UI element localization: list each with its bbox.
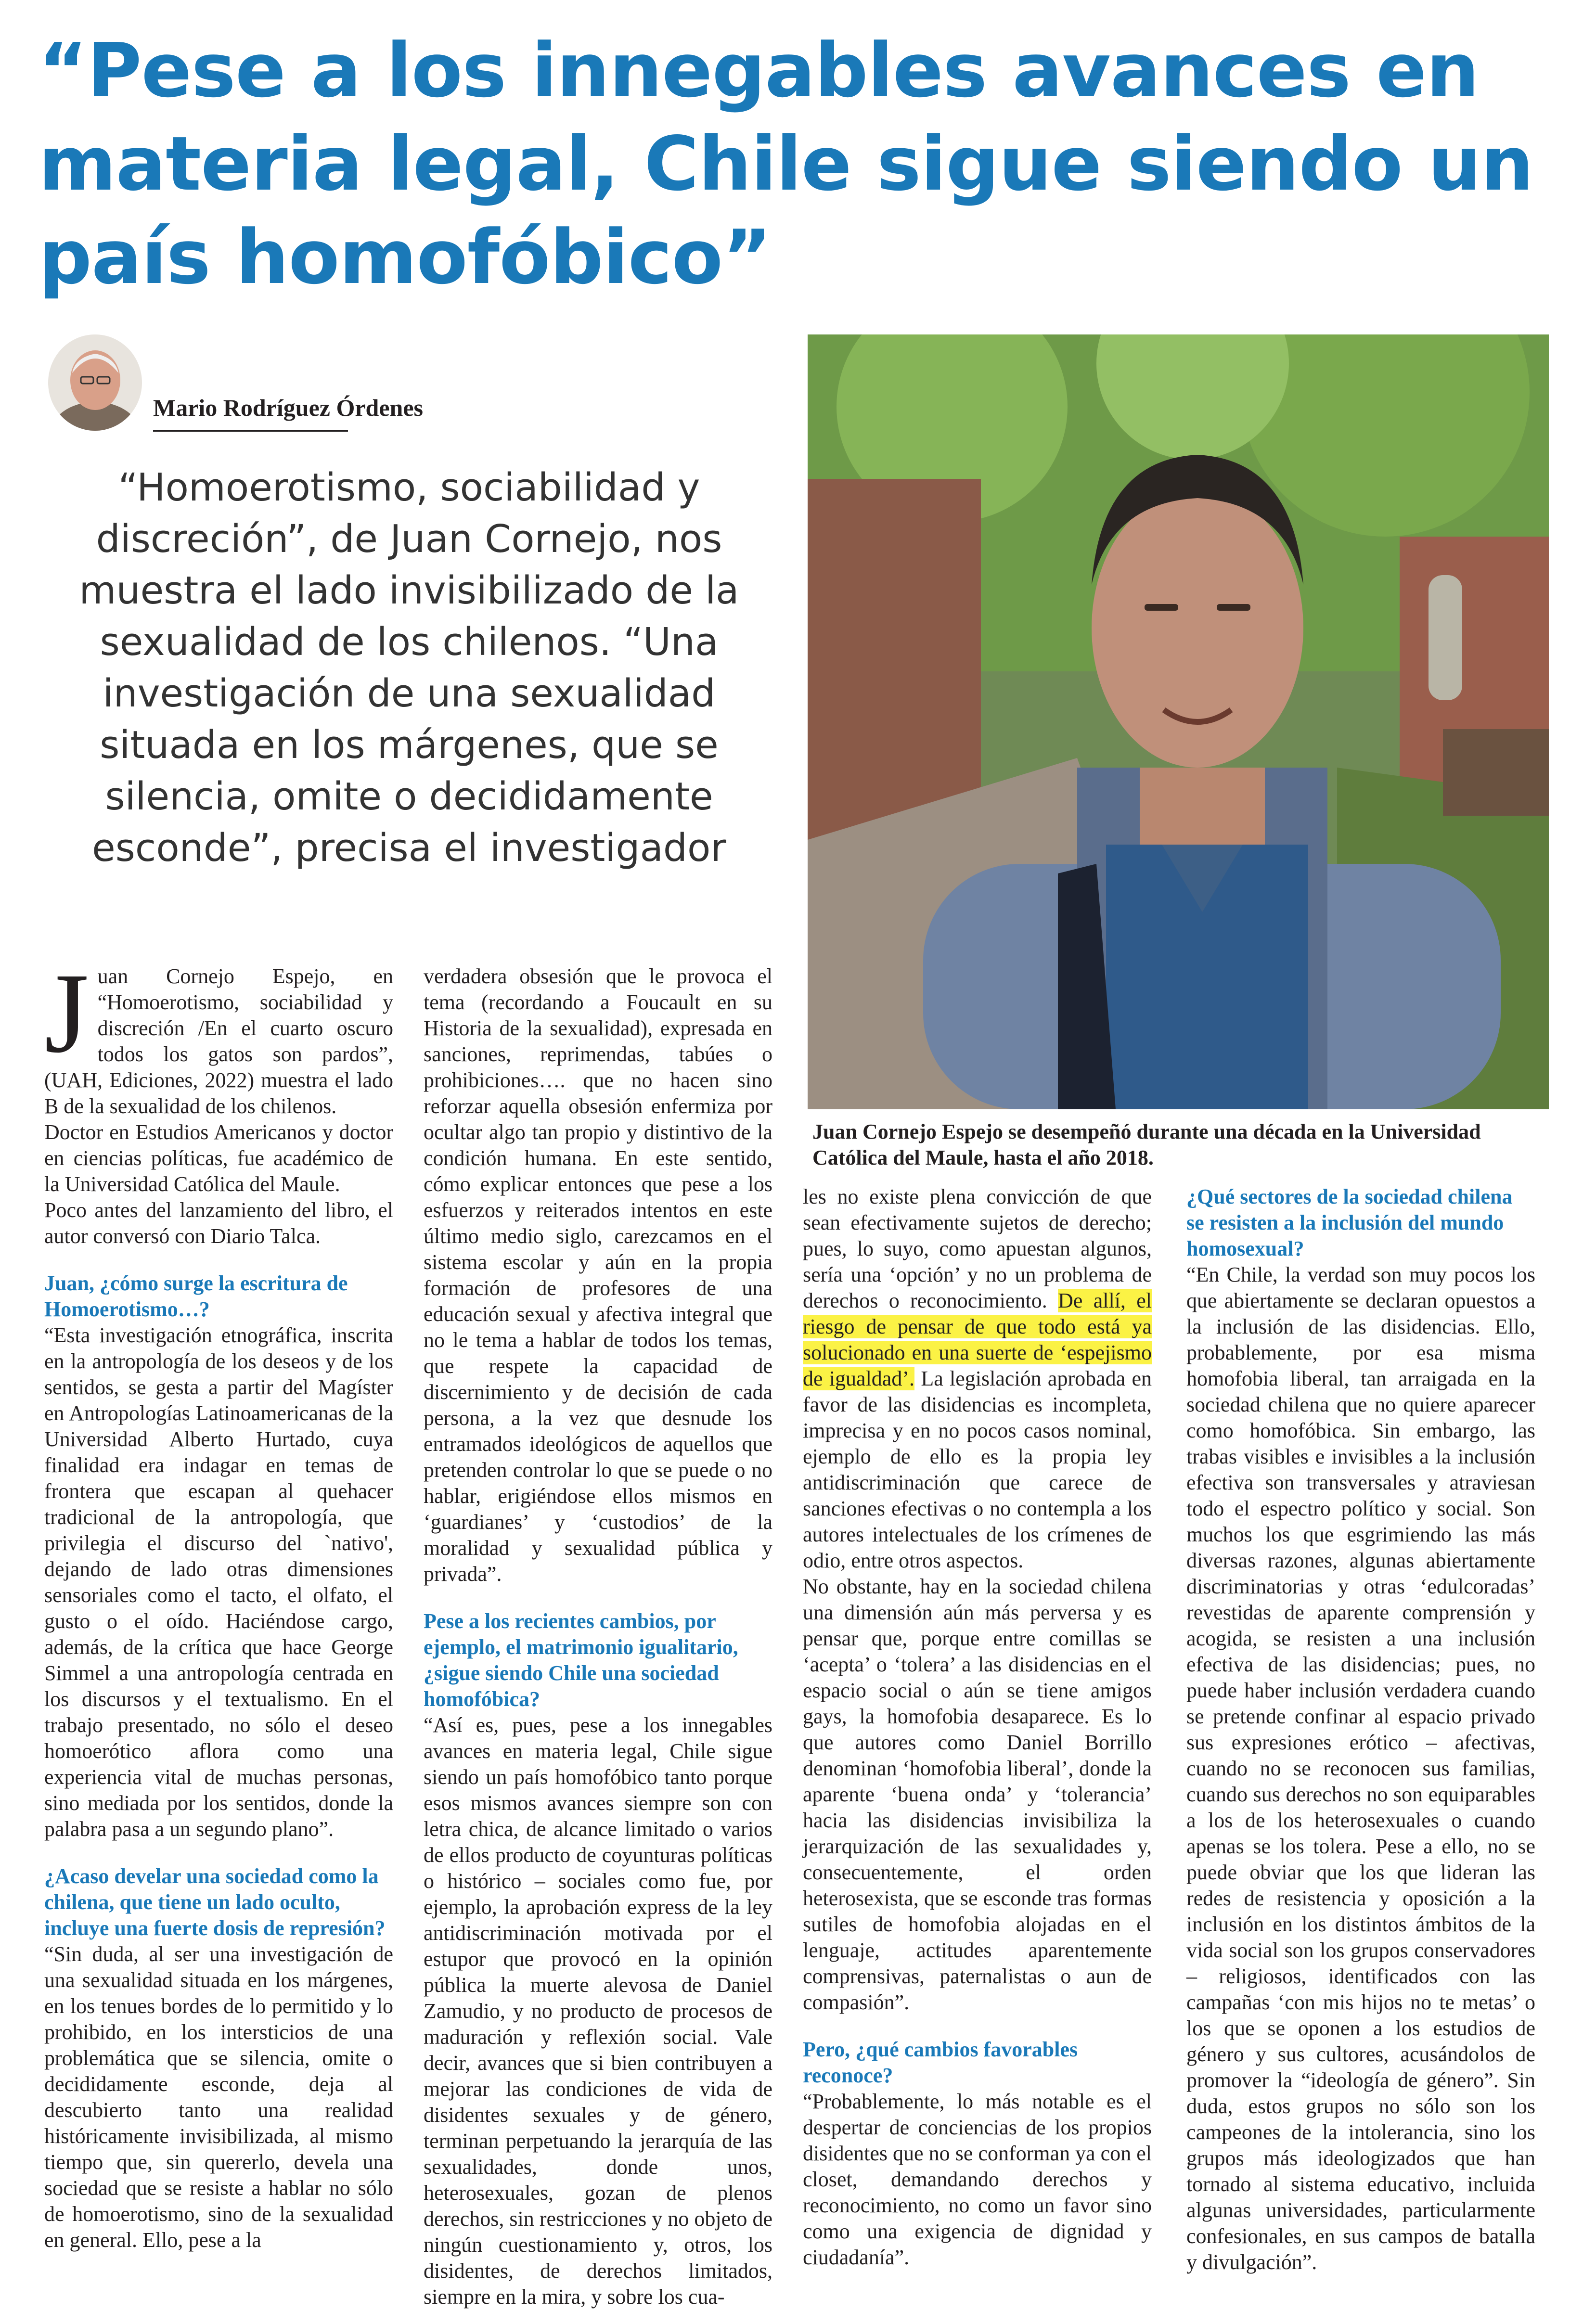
author-portrait-icon bbox=[48, 334, 142, 431]
highlighted-text: De allí, el riesgo de pensar de que todo está ya solucionado en una suerte de ‘espejismo de igualdad’. bbox=[803, 1289, 1152, 1390]
question-heading: Pero, ¿qué cambios favorables reconoce? bbox=[803, 2038, 1078, 2087]
headline: “Pese a los innegables avances en materia legal, Chile sigue siendo un país homofóbico” bbox=[39, 27, 1533, 301]
question-heading: Juan, ¿cómo surge la escritura de Homoerotismo…? bbox=[44, 1271, 348, 1321]
answer-paragraph: “Así es, pues, pese a los innegables avances en materia legal, Chile sigue siendo un país homofóbico tanto porque esos mismos avances siempre son con letra chica, de alcance limitado o varios de ellos producto de coyunturas políticas o histórico – sociales como fue, por ejemplo, la aprobación express de la ley antidiscriminación motivada por el estupor que provocó en la opinión pública la muerte alevosa de Daniel Zamudio, y no producto de procesos de maduración y reflexión social. Vale decir, avances que si bien contribuyen a mejorar las condiciones de vida de disidentes sexuales y de género, terminan perpetuando la jerarquía de las sexualidades, donde unos, heterosexuales, gozan de plenos derechos, sin restricciones y no objeto de ningún cuestionamiento y, otros, los disidentes, de derechos limitados, siempre en la mira, y sobre los cua- bbox=[424, 1713, 772, 2309]
paragraph: Poco antes del lanzamiento del libro, el autor conversó con Diario Talca. bbox=[44, 1198, 393, 1248]
intro-paragraph: Juan Cornejo Espejo, en “Homoerotismo, sociabilidad y discreción /En el cuarto oscuro todos los gatos son pardos”, (UAH, Ediciones, 2022) muestra el lado B de la sexualidad de los chilenos. bbox=[44, 950, 393, 1118]
question-heading: ¿Acaso develar una sociedad como la chilena, que tiene un lado oculto, incluye una fuerte dosis de represión? bbox=[44, 1864, 386, 1940]
article-column-1 bbox=[44, 950, 393, 2252]
question-heading: Pese a los recientes cambios, por ejemplo, el matrimonio igualitario, ¿sigue siendo Chile una sociedad homofóbica? bbox=[424, 1609, 738, 1711]
answer-paragraph: verdadera obsesión que le provoca el tema (recordando a Foucault en su Historia de la sexualidad), expresada en sanciones, reprimendas, tabúes o prohibiciones…. que no hacen sino reforzar aquella obsesión enfermiza por ocultar algo tan propio y distintivo de la condición humana. En este sentido, cómo explicar entonces que pese a los esfuerzos y reiterados intentos en este último medio siglo, carezcamos en el sistema escolar y aún en la propia formación de profesores de una educación sexual y afectiva integral que no le tema a hablar de todos los temas, que respete la capacidad de discernimiento y de decisión de cada persona, a la vez que desnude los entramados ideológicos de aquellos que pretenden controlar lo que se puede o no hablar, erigiéndose ellos mismos en ‘guardianes’ y ‘custodios’ de la moralidad y sexualidad pública y privada”. bbox=[424, 964, 772, 1586]
answer-paragraph: No obstante, hay en la sociedad chilena una dimensión aún más perversa y es pensar que, porque entre comillas se ‘acepta’ o ‘tolera’ a las disidencias en el espacio social o aún se tiene amigos gays, la homofobia desaparece. Es lo que autores como Daniel Borrillo denominan ‘homofobia liberal’, donde la aparente ‘buena onda’ y ‘tolerancia’ hacia las disidencias invisibiliza la jerarquización de las sexualidades y, consecuentemente, el orden heterosexista, que se esconde tras formas sutiles de homofobia alojadas en el lenguaje, actitudes aparentemente comprensivas, paternalistas o aun de compasión”. bbox=[803, 1575, 1152, 2014]
answer-paragraph: “Probablemente, lo más notable es el despertar de conciencias de los propios disidentes que no se conforman ya con el closet, demandando derechos y reconocimiento, no como un favor sino como una exigencia de dignidad y ciudadanía”. bbox=[803, 2090, 1152, 2269]
article-column-4 bbox=[1186, 1184, 1535, 2274]
answer-paragraph: “En Chile, la verdad son muy pocos los que abiertamente se declaran opuestos a la inclusión de las disidencias. Ello, probablemente, por esa misma homofobia liberal, tan arraigada en la sociedad chilena que no quiere aparecer como homofóbica. Sin embargo, las trabas visibles e invisibles a la inclusión efectiva son transversales y atraviesan todo el espectro político y social. Son muchos los que esgrimiendo las más diversas razones, algunas abiertamente discriminatorias y otras ‘edulcoradas’ revestidas de aparente comprensión y acogida, se resisten a una inclusión efectiva de las disidencias; pues, no puede haber inclusión verdadera cuando se pretende confinar al espacio privado sus expresiones erótico – afectivas, cuando no se reconocen sus familias, cuando sus derechos no son equiparables a los de los heterosexuales o cuando apenas se los tolera. Pese a ello, no se puede obviar que los que lideran las redes de resistencia y oposición a la inclusión en los distintos ámbitos de la vida social son los grupos conservadores – religiosos, identificados con las campañas ‘con mis hijos no te metas’ o los que se oponen a los estudios de género y sus cultores, acusándolos de promover la “ideología de género”. Sin duda, estos grupos no sólo son los campeones de la intolerancia, sino los grupos más ideologizados que han tornado al sistema educativo, incluida algunas universidades, particularmente confesionales, en sus campos de batalla y divulgación”. bbox=[1186, 1263, 1535, 2274]
answer-paragraph: “Sin duda, al ser una investigación de una sexualidad situada en los márgenes, en los tenues bordes de lo permitido y lo prohibido, en los intersticios de una problemática que se silencia, omite o decididamente esconde, deja al descubierto tanto una realidad históricamente invisibilizada, al mismo tiempo que, sin quererlo, devela una sociedad que se resiste a hablar no sólo de homoerotismo, sino de la sexualidad en general. Ello, pese a la bbox=[44, 1942, 393, 2252]
dropcap: J bbox=[44, 950, 89, 1077]
byline-rule bbox=[153, 430, 348, 432]
photo-caption: Juan Cornejo Espejo se desempeñó durante una década en la Universidad Católica del Maule, hasta el año 2018. bbox=[812, 1120, 1481, 1169]
article-column-3 bbox=[803, 1184, 1152, 2269]
question-heading: ¿Qué sectores de la sociedad chilena se resisten a la inclusión del mundo homosexual? bbox=[1186, 1185, 1513, 1260]
answer-paragraph: “Esta investigación etnográfica, inscrita en la antropología de los deseos y de los sentidos, se gesta a partir del Magíster en Antropologías Latinoamericanas de la Universidad Alberto Hurtado, cuya finalidad era indagar en temas de frontera que escapan al quehacer tradicional de la antropología, que privilegia el discurso del `nativo', dejando de lado otras dimensiones sensoriales como el tacto, el olfato, el gusto o el oído. Haciéndose cargo, además, de la crítica que hace George Simmel a una antropología centrada en los discursos y el textualismo. En el trabajo presentado, no sólo el deseo homoerótico aflora como una experiencia vital de muchas personas, sino mediada por los sentidos, donde la palabra pasa a un segundo plano”. bbox=[44, 1323, 393, 1841]
paragraph: Doctor en Estudios Americanos y doctor en ciencias políticas, fue académico de la Universidad Católica del Maule. bbox=[44, 1120, 393, 1196]
byline-author: Mario Rodríguez Órdenes bbox=[153, 394, 424, 421]
standfirst: “Homoerotismo, sociabilidad y discreción”, de Juan Cornejo, nos muestra el lado invisibilizado de la sexualidad de los chilenos. “Una investigación de una sexualidad situada en los márgenes, que se silencia, omite o decididamente esconde”, precisa el investigador bbox=[79, 465, 739, 870]
article-column-2 bbox=[424, 963, 772, 2309]
portrait-photo-icon bbox=[808, 334, 1549, 1109]
answer-paragraph: les no existe plena convicción de que sean efectivamente sujetos de derecho; pues, lo suyo, como apuestan algunos, sería una ‘opción’ y no un problema de derechos o reconocimiento. De allí, el riesgo de pensar de que todo está ya solucionado en una suerte de ‘espejismo de igualdad’. La legislación aprobada en favor de las disidencias es incompleta, imprecisa y en no pocos casos nominal, ejemplo de ello es la propia ley antidiscriminación que carece de sanciones efectivas o no contempla a los autores intelectuales de los crímenes de odio, entre otros aspectos. bbox=[803, 1185, 1152, 1572]
